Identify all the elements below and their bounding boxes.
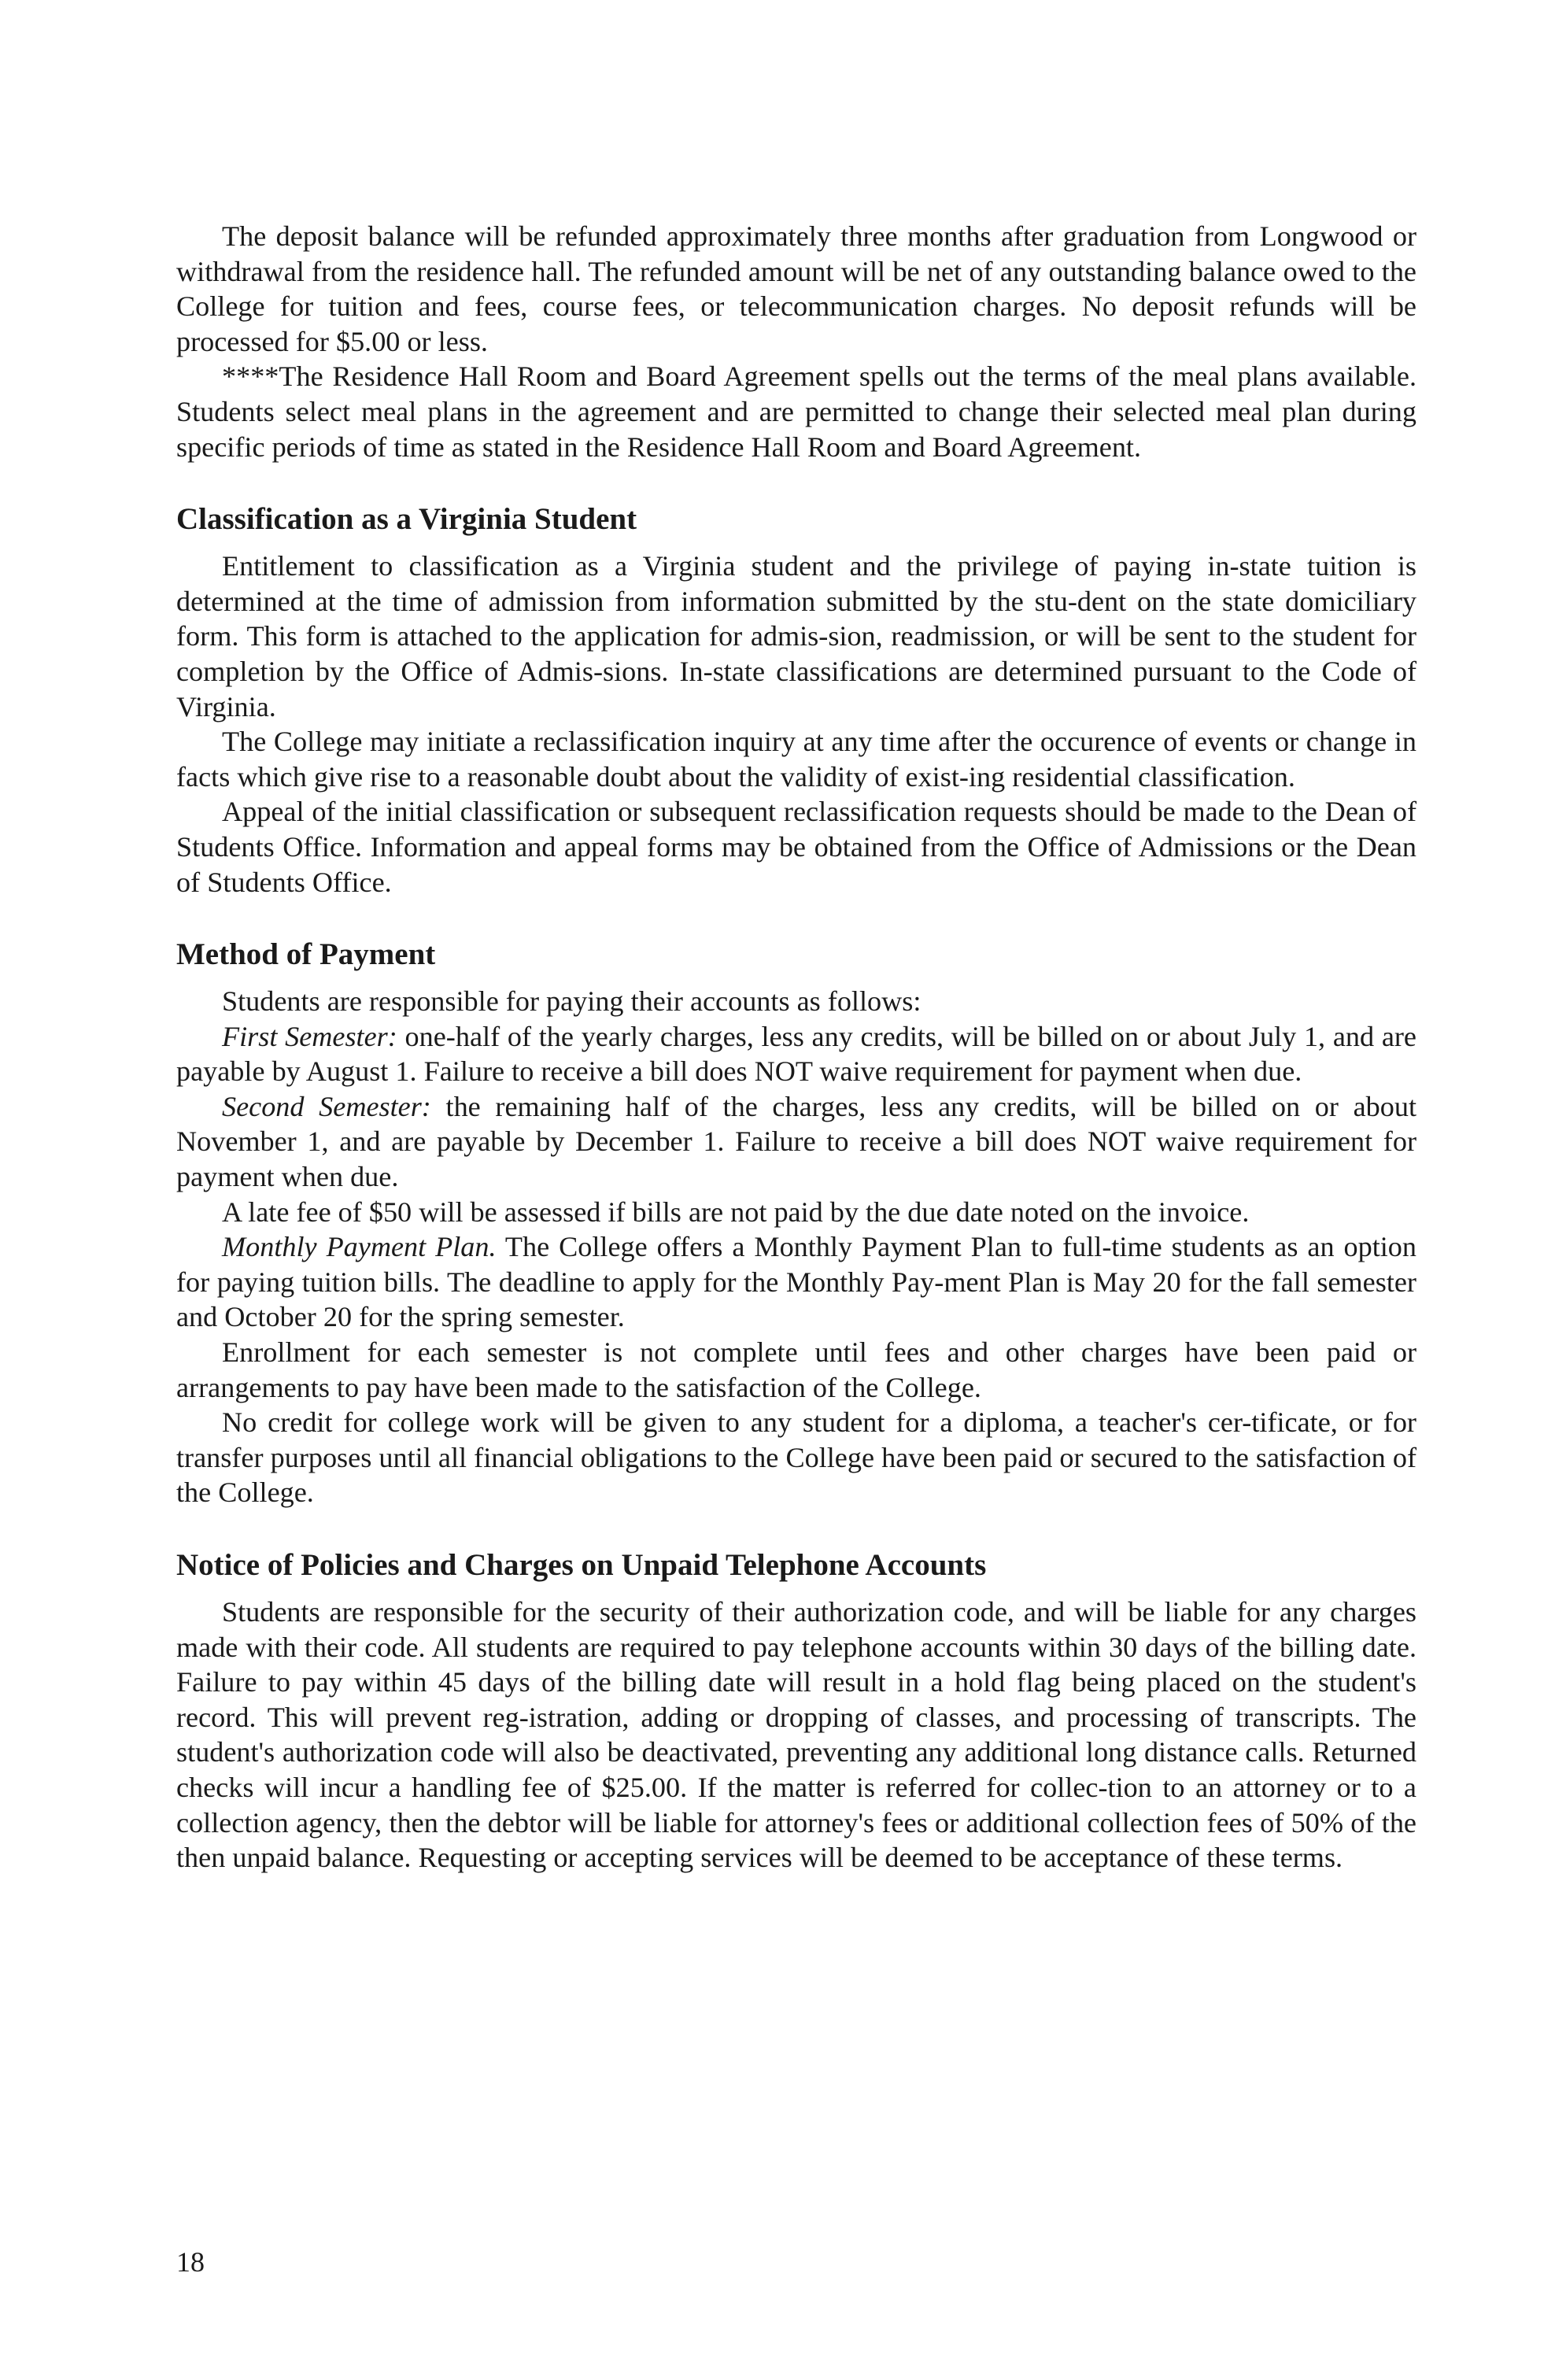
text-column [176, 219, 1416, 1876]
classification-heading: Classification as a Virginia Student [176, 502, 637, 537]
meal-plan-paragraph: ****The Residence Hall Room and Board Agreement spells out the terms of the meal plans available. Students select meal plans in the agreement and are permitted to change their selected meal plan during specific periods of time as stated in the Residence Hall Room and Board Agreement. [176, 360, 1416, 463]
classification-paragraph-2: The College may initiate a reclassification inquiry at any time after the occurence of events or change in facts which give rise to a reasonable doubt about the validity of exist-ing residential classification. [176, 726, 1416, 793]
payment-heading: Method of Payment [176, 937, 436, 972]
second-semester-paragraph [176, 1089, 1416, 1195]
payment-intro-paragraph: Students are responsible for paying their accounts as follows: [222, 985, 922, 1018]
deposit-refund-paragraph: The deposit balance will be refunded approximately three months after graduation from Longwood or withdrawal from the residence hall. The refunded amount will be net of any outstanding balance owed to the College for tuition and fees, course fees, or telecommunication charges. No deposit refunds will be processed for $5.00 or less. [176, 220, 1416, 357]
monthly-plan-paragraph [176, 1229, 1416, 1335]
credit-paragraph: No credit for college work will be given to any student for a diploma, a teacher's cer-tificate, or for transfer purposes until all financial obligations to the College have been paid or secured to the satisfaction of the College. [176, 1406, 1416, 1509]
second-semester-label: Second Semester: [222, 1090, 431, 1122]
first-semester-text: one-half of the yearly charges, less any credits, will be billed on or about July 1, and are payable by August 1. Failure to receive a bill does NOT waive requirement for payment when due. [176, 1020, 1416, 1088]
second-semester-text: the remaining half of the charges, less any credits, will be billed on or about November 1, and are payable by December 1. Failure to receive a bill does NOT waive requirement for payment when due. [176, 1090, 1416, 1193]
monthly-plan-text: The College offers a Monthly Payment Plan to full-time students as an option for paying tuition bills. The deadline to apply for the Monthly Pay-ment Plan is May 20 for the fall semester and October 20 for the spring semester. [176, 1231, 1416, 1333]
page-number: 18 [176, 2246, 205, 2278]
first-semester-label: First Semester: [222, 1020, 397, 1052]
first-semester-paragraph [176, 1019, 1416, 1089]
telephone-paragraph: Students are responsible for the security of their authorization code, and will be liable for any charges made with their code. All students are required to pay telephone accounts within 30 days of the billing date. Failure to pay within 45 days of the billing date will result in a hold flag being placed on the student's record. This will prevent reg-istration, adding or dropping of classes, and processing of transcripts. The student's authorization code will also be deactivated, preventing any additional long distance calls. Returned checks will incur a handling fee of $25.00. If the matter is referred for collec-tion to an attorney or to a collection agency, then the debtor will be liable for attorney's fees or additional collection fees of 50% of the then unpaid balance. Requesting or accepting services will be deemed to be acceptance of these terms. [176, 1596, 1416, 1874]
enrollment-paragraph: Enrollment for each semester is not complete until fees and other charges have been paid or arrangements to pay have been made to the satisfaction of the College. [176, 1336, 1416, 1403]
classification-paragraph-1: Entitlement to classification as a Virginia student and the privilege of paying in-state tuition is determined at the time of admission from information submitted by the stu-dent on the state domiciliary form. This form is attached to the application for admis-sion, readmission, or will be sent to the student for completion by the Office of Admis-sions. In-state classifications are determined pursuant to the Code of Virginia. [176, 550, 1416, 722]
monthly-plan-label: Monthly Payment Plan. [222, 1231, 497, 1263]
telephone-heading: Notice of Policies and Charges on Unpaid Telephone Accounts [176, 1548, 987, 1582]
classification-paragraph-3: Appeal of the initial classification or subsequent reclassification requests should be made to the Dean of Students Office. Information and appeal forms may be obtained from the Office of Admissions or the Dean of Students Office. [176, 796, 1416, 898]
late-fee-paragraph: A late fee of $50 will be assessed if bills are not paid by the due date noted on the invoice. [222, 1196, 1250, 1228]
